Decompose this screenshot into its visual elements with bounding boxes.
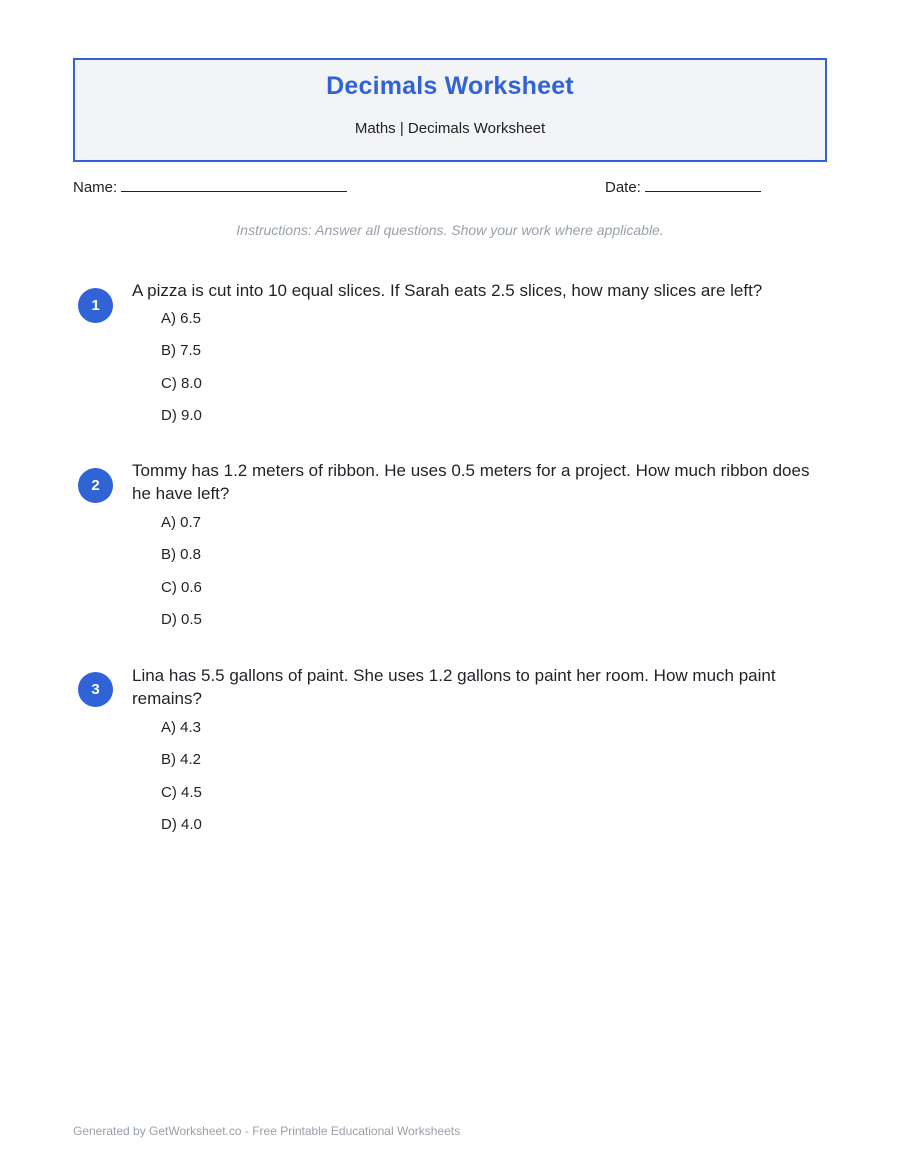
option-a[interactable]: A) 6.5 — [161, 310, 202, 327]
option-c[interactable]: C) 0.6 — [161, 578, 202, 596]
date-field[interactable] — [605, 177, 761, 196]
option-b[interactable]: B) 4.2 — [161, 751, 202, 769]
instructions-text: Instructions: Answer all questions. Show your work where applicable. — [236, 222, 664, 238]
question-number-badge: 2 — [78, 468, 113, 503]
date-blank-line[interactable] — [645, 177, 761, 192]
answer-options — [161, 513, 202, 642]
name-blank-line[interactable] — [121, 177, 347, 192]
question-text: Tommy has 1.2 meters of ribbon. He uses 0.5 meters for a project. How much ribbon does he have left? — [132, 461, 810, 503]
option-b[interactable]: B) 0.8 — [161, 546, 202, 564]
question-number-badge: 1 — [78, 288, 113, 323]
name-field[interactable] — [73, 177, 347, 196]
option-c[interactable]: C) 8.0 — [161, 374, 202, 392]
option-c[interactable]: C) 4.5 — [161, 783, 202, 801]
worksheet-header — [73, 58, 827, 162]
option-d[interactable]: D) 4.0 — [161, 815, 202, 833]
footer-credit: Generated by GetWorksheet.co - Free Printable Educational Worksheets — [73, 1124, 461, 1138]
answer-options — [161, 718, 202, 847]
option-d[interactable]: D) 9.0 — [161, 406, 202, 424]
question-number-badge: 3 — [78, 672, 113, 707]
worksheet-subtitle: Maths | Decimals Worksheet — [354, 120, 546, 137]
option-a[interactable]: A) 0.7 — [161, 514, 202, 531]
question-text: A pizza is cut into 10 equal slices. If Sarah eats 2.5 slices, how many slices are left? — [132, 281, 763, 300]
option-b[interactable]: B) 7.5 — [161, 342, 202, 360]
worksheet-title: Decimals Worksheet — [326, 72, 574, 100]
question-text: Lina has 5.5 gallons of paint. She uses 1.2 gallons to paint her room. How much paint remains? — [132, 666, 776, 708]
answer-options — [161, 309, 202, 438]
option-d[interactable]: D) 0.5 — [161, 610, 202, 628]
name-label: Name: — [73, 179, 118, 196]
option-a[interactable]: A) 4.3 — [161, 719, 202, 736]
date-label: Date: — [605, 179, 641, 196]
